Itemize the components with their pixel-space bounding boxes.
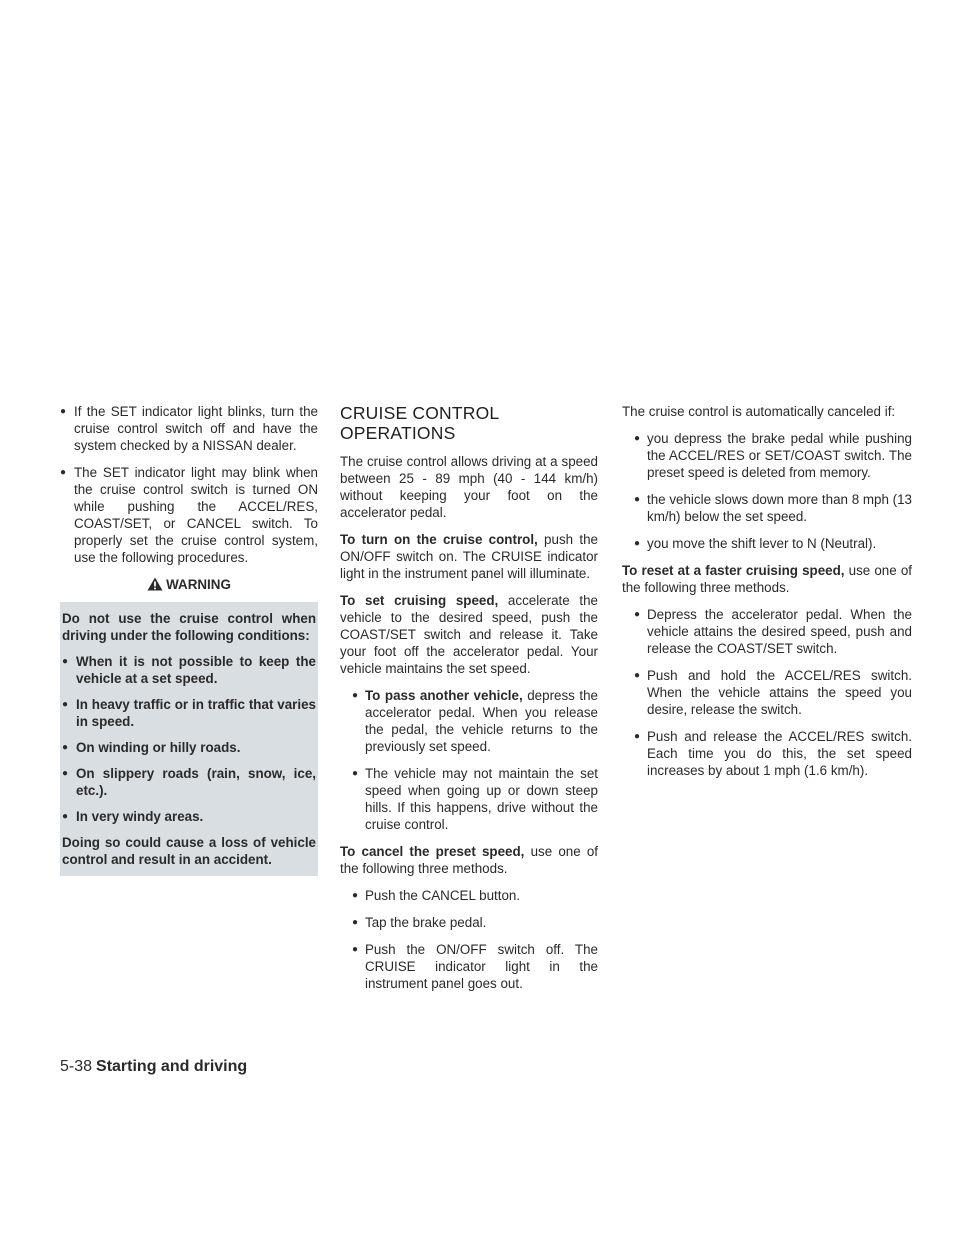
lead-text: To reset at a faster cruising speed,: [622, 563, 845, 578]
list-item: [352, 687, 598, 755]
body-text: use one of the following three methods.: [622, 563, 912, 595]
body-text: push the ON/OFF switch on. The CRUISE indicator light in the instrument panel will illuminate.: [340, 532, 598, 581]
reset-methods: [634, 606, 912, 779]
list-item: ● Push the CANCEL button.: [352, 887, 598, 904]
set-indicator-notes: [60, 403, 318, 566]
list-item: ● Push and hold the ACCEL/RES switch. When the vehicle attains the speed you desire, release the switch.: [634, 667, 912, 718]
list-item: ● Tap the brake pedal.: [352, 914, 598, 931]
list-item: ● In very windy areas.: [62, 808, 316, 825]
body-text: accelerate the vehicle to the desired speed, push the COAST/SET switch and release it. Take your foot off the accelerator pedal. Your vehicle maintains the set speed.: [340, 593, 598, 676]
reset-paragraph: [622, 562, 912, 596]
warning-closing: Doing so could cause a loss of vehicle control and result in an accident.: [62, 835, 316, 867]
auto-cancel-intro: The cruise control is automatically canceled if:: [622, 404, 896, 419]
list-item: ● Push the ON/OFF switch off. The CRUISE indicator light in the instrument panel goes out.: [352, 941, 598, 992]
body-text: use one of the following three methods.: [340, 844, 598, 876]
lead-text: To set cruising speed,: [340, 593, 499, 608]
intro-paragraph: The cruise control allows driving at a speed between 25 - 89 mph (40 - 144 km/h) without keeping your foot on the accelerator pedal.: [340, 454, 598, 520]
list-item: ● you depress the brake pedal while pushing the ACCEL/RES or SET/COAST switch. The preset speed is deleted from memory.: [634, 430, 912, 481]
list-item: ● If the SET indicator light blinks, turn the cruise control switch off and have the system checked by a NISSAN dealer.: [60, 403, 318, 454]
column-3: [622, 403, 912, 789]
lead-text: To turn on the cruise control,: [340, 532, 538, 547]
warning-body: [60, 602, 318, 868]
section-heading: CRUISE CONTROL OPERATIONS: [340, 403, 499, 443]
lead-text: To cancel the preset speed,: [340, 844, 525, 859]
page-footer: [60, 1057, 247, 1077]
warning-box: [60, 576, 318, 876]
list-item: ● Push and release the ACCEL/RES switch. Each time you do this, the set speed increases by about 1 mph (1.6 km/h).: [634, 728, 912, 779]
cancel-methods: [352, 887, 598, 992]
warning-conditions: [62, 653, 316, 825]
section-title: Starting and driving: [96, 1058, 248, 1075]
set-speed-paragraph: [340, 592, 598, 677]
list-item: ● the vehicle slows down more than 8 mph (13 km/h) below the set speed.: [634, 491, 912, 525]
list-item: ● On slippery roads (rain, snow, ice, etc.).: [62, 765, 316, 799]
page-number: 5-38: [60, 1058, 93, 1075]
warning-triangle-icon: [147, 577, 163, 591]
list-item: ● In heavy traffic or in traffic that varies in speed.: [62, 696, 316, 730]
turn-on-paragraph: [340, 531, 598, 582]
warning-title: WARNING: [166, 577, 231, 592]
list-item: ● The SET indicator light may blink when the cruise control switch is turned ON while pushing the ACCEL/RES, COAST/SET, or CANCEL switch. To properly set the cruise control system, use the following procedures.: [60, 464, 318, 566]
column-2: [340, 403, 598, 1002]
set-speed-notes: [352, 687, 598, 833]
column-1: [60, 403, 318, 876]
auto-cancel-conditions: [634, 430, 912, 552]
lead-text: To pass another vehicle,: [365, 688, 523, 703]
body-text: depress the accelerator pedal. When you release the pedal, the vehicle returns to the previously set speed.: [365, 688, 599, 754]
list-item: ● you move the shift lever to N (Neutral).: [634, 535, 912, 552]
warning-intro: Do not use the cruise control when driving under the following conditions:: [62, 611, 316, 643]
cancel-paragraph: [340, 843, 598, 877]
list-item: ● On winding or hilly roads.: [62, 739, 316, 756]
list-item: ● The vehicle may not maintain the set speed when going up or down steep hills. If this happens, drive without the cruise control.: [352, 765, 598, 833]
warning-header: [60, 576, 318, 602]
list-item: ● Depress the accelerator pedal. When the vehicle attains the desired speed, push and release the COAST/SET switch.: [634, 606, 912, 657]
list-item: ● When it is not possible to keep the vehicle at a set speed.: [62, 653, 316, 687]
